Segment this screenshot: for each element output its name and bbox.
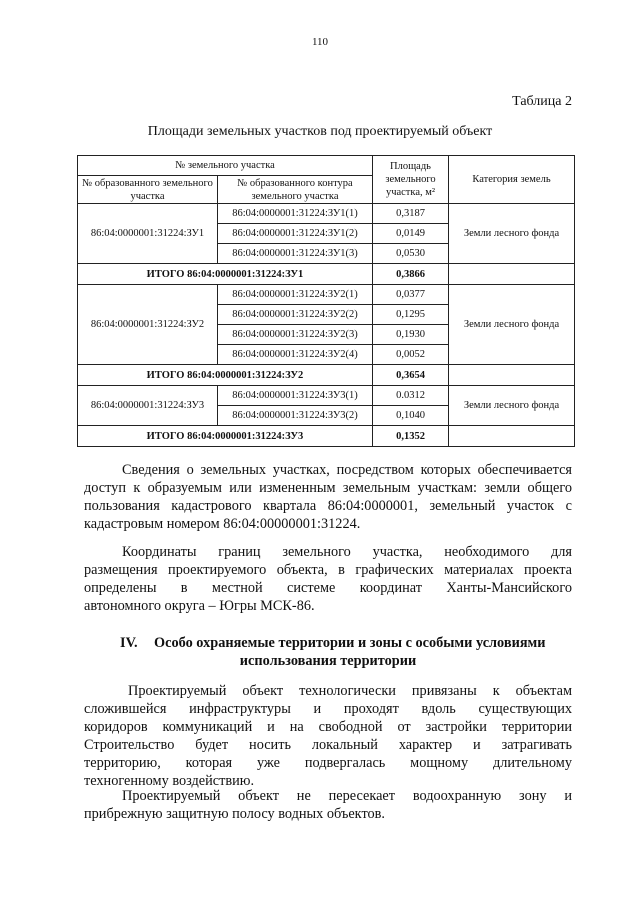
page-number: 110	[311, 36, 329, 48]
table-title: Площади земельных участков под проектируемый объект	[147, 124, 493, 139]
total-label: ИТОГО 86:04:0000001:31224:ЗУ1	[78, 264, 373, 285]
total-row	[78, 365, 575, 386]
category-cell: Земли лесного фонда	[449, 285, 575, 365]
total-value: 0,3866	[373, 264, 449, 285]
area-cell: 0,1930	[373, 325, 449, 345]
table-row	[78, 204, 575, 224]
land-plots-table	[77, 155, 575, 447]
text-line: прибрежную защитную полосу водных объектов.	[84, 806, 385, 822]
area-cell: 0,0052	[373, 345, 449, 365]
contour-cell: 86:04:0000001:31224:ЗУ2(3)	[218, 325, 373, 345]
area-cell: 0,0530	[373, 244, 449, 264]
parcel-cell: 86:04:0000001:31224:ЗУ3	[78, 386, 218, 426]
header-formed-contour: № образованного контура земельного участка	[218, 176, 373, 204]
text-line: кадастровым номером 86:04:00000001:31224.	[84, 516, 361, 532]
text-line: доступ к образуемым или измененным земельным участкам: земли общего	[84, 480, 572, 496]
text-line: Проектируемый объект технологически привязаны к объектам	[128, 683, 572, 699]
text-line: коридоров коммуникаций и на свободной от застройки территории	[84, 719, 572, 735]
area-cell: 0,0149	[373, 224, 449, 244]
table-row	[78, 285, 575, 305]
parcel-cell: 86:04:0000001:31224:ЗУ1	[78, 204, 218, 264]
total-row	[78, 426, 575, 447]
total-label: ИТОГО 86:04:0000001:31224:ЗУ2	[78, 365, 373, 386]
total-row	[78, 264, 575, 285]
text-line: автономного округа – Югры МСК-86.	[84, 598, 315, 614]
total-label: ИТОГО 86:04:0000001:31224:ЗУ3	[78, 426, 373, 447]
contour-cell: 86:04:0000001:31224:ЗУ1(1)	[218, 204, 373, 224]
total-empty-cell	[449, 426, 575, 447]
header-parcel-no: № земельного участка	[78, 156, 373, 176]
total-value: 0,3654	[373, 365, 449, 386]
total-value: 0,1352	[373, 426, 449, 447]
contour-cell: 86:04:0000001:31224:ЗУ3(1)	[218, 386, 373, 406]
paragraph-water-zone	[84, 787, 572, 823]
text-line: Строительство будет носить локальный характер и затрагивать	[84, 737, 572, 753]
section-title-line1: Особо охраняемые территории и зоны с особыми условиями	[154, 635, 546, 651]
contour-cell: 86:04:0000001:31224:ЗУ2(1)	[218, 285, 373, 305]
header-category: Категория земель	[449, 156, 575, 204]
category-cell: Земли лесного фонда	[449, 204, 575, 264]
text-line: сложившейся инфраструктуры и проходят вдоль существующих	[84, 701, 572, 717]
total-empty-cell	[449, 365, 575, 386]
paragraph-access	[84, 461, 572, 533]
section-title-line2: использования территории	[239, 653, 417, 669]
area-cell: 0,1040	[373, 406, 449, 426]
contour-cell: 86:04:0000001:31224:ЗУ2(4)	[218, 345, 373, 365]
parcel-cell: 86:04:0000001:31224:ЗУ2	[78, 285, 218, 365]
text-line: техногенному воздействию.	[84, 773, 255, 789]
contour-cell: 86:04:0000001:31224:ЗУ1(3)	[218, 244, 373, 264]
area-cell: 0,3187	[373, 204, 449, 224]
area-cell: 0,1295	[373, 305, 449, 325]
text-line: территорию, которая уже подвергалась мощному длительному	[84, 755, 572, 771]
text-line: Сведения о земельных участках, посредством которых обеспечивается	[122, 462, 572, 478]
total-empty-cell	[449, 264, 575, 285]
area-cell: 0.0312	[373, 386, 449, 406]
table-label: Таблица 2	[512, 94, 572, 109]
category-cell: Земли лесного фонда	[449, 386, 575, 426]
text-line: пользования кадастрового квартала 86:04:0000001, земельный участок с	[84, 498, 572, 514]
contour-cell: 86:04:0000001:31224:ЗУ2(2)	[218, 305, 373, 325]
section-number: IV.	[120, 635, 138, 651]
text-line: Координаты границ земельного участка, необходимого для	[122, 544, 572, 560]
contour-cell: 86:04:0000001:31224:ЗУ3(2)	[218, 406, 373, 426]
paragraph-coordinates	[84, 543, 572, 615]
header-formed-parcel: № образованного земельного участка	[78, 176, 218, 204]
area-cell: 0,0377	[373, 285, 449, 305]
header-area: Площадь земельного участка, м²	[373, 156, 449, 204]
table-row	[78, 386, 575, 406]
text-line: определены в местной системе координат Ханты-Мансийского	[84, 580, 572, 596]
text-line: размещения проектируемого объекта, в графических материалах проекта	[84, 562, 572, 578]
paragraph-infrastructure	[84, 682, 572, 790]
contour-cell: 86:04:0000001:31224:ЗУ1(2)	[218, 224, 373, 244]
text-line: Проектируемый объект не пересекает водоохранную зону и	[122, 788, 572, 804]
